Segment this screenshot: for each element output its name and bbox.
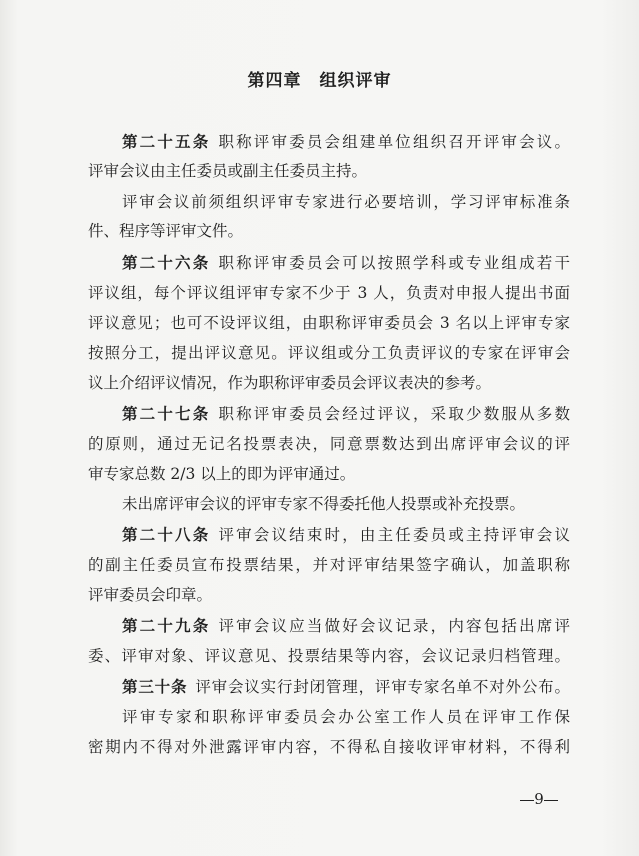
paragraph-line: 第二十九条 评审会议应当做好会议记录，内容包括出席评 xyxy=(122,617,570,635)
paragraph-line: 评议组，每个评议组评审专家不少于 3 人，负责对申报人提出书面 xyxy=(88,284,570,302)
paragraph-line: 评审委员会印章。 xyxy=(88,586,213,604)
chapter-number: 第四章 xyxy=(247,71,302,91)
article-number: 第二十九条 xyxy=(122,617,211,635)
paragraph-line: 委、评审对象、评议意见、投票结果等内容，会议记录归档管理。 xyxy=(88,647,570,665)
paragraph-line: 第二十七条 职称评审委员会经过评议，采取少数服从多数 xyxy=(122,405,570,423)
paragraph-line: 第三十条 评审会议实行封闭管理，评审专家名单不对外公布。 xyxy=(122,678,570,696)
paragraph-line: 评审会议前须组织评审专家进行必要培训，学习评审标准条 xyxy=(122,193,570,211)
paragraph-line: 议上介绍评议情况，作为职称评审委员会评议表决的参考。 xyxy=(88,374,492,392)
paragraph-line: 的原则，通过无记名投票表决，同意票数达到出席评审会议的评 xyxy=(88,435,570,453)
paragraph-line: 的副主任委员宣布投票结果，并对评审结果签字确认，加盖职称 xyxy=(88,556,570,574)
paragraph-line: 评审专家和职称评审委员会办公室工作人员在评审工作保 xyxy=(122,708,570,726)
paragraph-line: 件、程序等评审文件。 xyxy=(88,222,244,240)
paragraph-line: 评议意见；也可不设评议组，由职称评审委员会 3 名以上评审专家 xyxy=(88,314,570,332)
page-number: 9 xyxy=(504,790,574,808)
article-number: 第二十八条 xyxy=(122,526,211,544)
chapter-title: 组织评审 xyxy=(319,71,392,91)
article-number: 第二十五条 xyxy=(122,133,211,151)
chapter-heading xyxy=(0,66,639,91)
paragraph-line: 未出席评审会议的评审专家不得委托他人投票或补充投票。 xyxy=(122,495,526,513)
paragraph-line: 第二十五条 职称评审委员会组建单位组织召开评审会议。 xyxy=(122,133,570,151)
paragraph-line: 第二十六条 职称评审委员会可以按照学科或专业组成若干 xyxy=(122,254,570,272)
article-number: 第二十七条 xyxy=(122,405,211,423)
paragraph-line: 密期内不得对外泄露评审内容，不得私自接收评审材料，不得利 xyxy=(88,738,570,756)
article-number: 第二十六条 xyxy=(122,254,211,272)
paragraph-line: 评审会议由主任委员或副主任委员主持。 xyxy=(88,162,368,180)
paragraph-line: 第二十八条 评审会议结束时，由主任委员或主持评审会议 xyxy=(122,526,570,544)
paragraph-line: 按照分工，提出评议意见。评议组或分工负责评议的专家在评审会 xyxy=(88,344,570,362)
paragraph-line: 审专家总数 2/3 以上的即为评审通过。 xyxy=(88,465,356,483)
article-number: 第三十条 xyxy=(122,678,188,696)
